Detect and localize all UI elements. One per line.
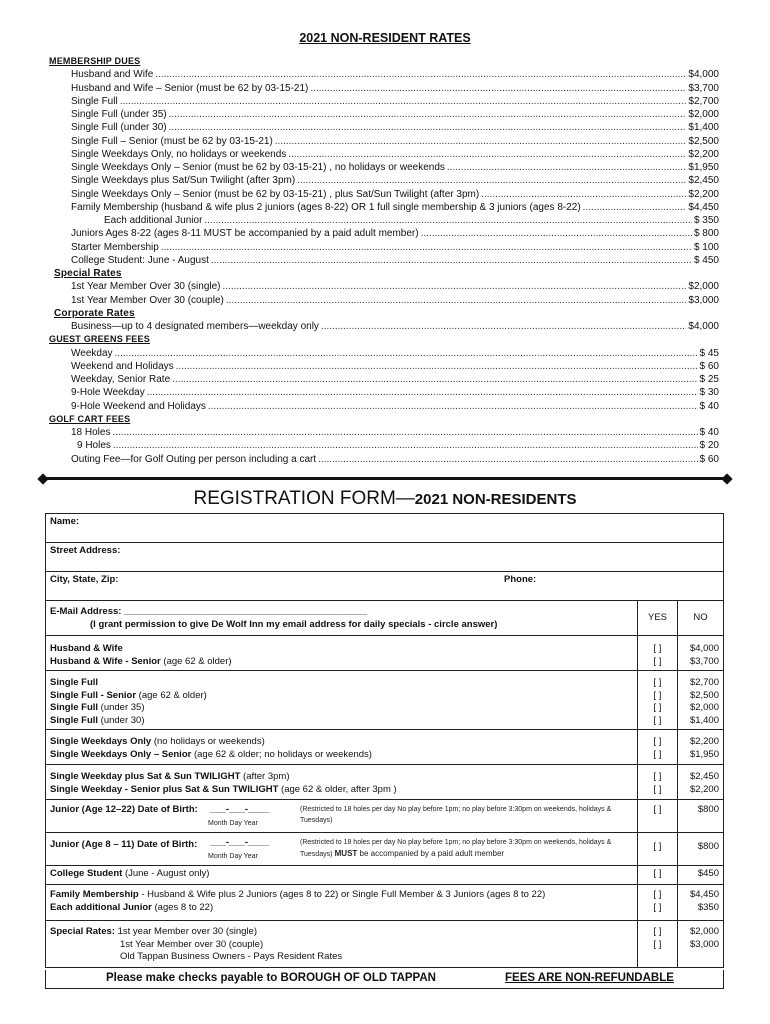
fm-price: $4,450 [689, 889, 719, 900]
phone-label[interactable]: Phone: [504, 574, 537, 585]
cart-items [49, 426, 719, 466]
rate-label: Business—up to 4 designated members—weekday only [71, 321, 319, 332]
rate-price: $ 450 [693, 254, 719, 266]
st-senior-price: $2,200 [689, 783, 719, 795]
rate-price: $2,000 [688, 109, 719, 120]
junior2-price: $800 [678, 833, 724, 866]
rate-price: $2,200 [688, 148, 719, 160]
hw-senior-label: Husband & Wife - Senior [50, 655, 161, 667]
sw-senior-price: $1,950 [689, 748, 719, 760]
fm-prices [678, 885, 724, 921]
st-checkbox[interactable]: [ ] [653, 771, 662, 782]
leader-dots [204, 214, 692, 227]
rate-row [49, 188, 719, 201]
st-prices [678, 765, 724, 800]
leader-dots [288, 148, 686, 161]
rate-row [49, 148, 719, 161]
leader-dots [113, 439, 698, 452]
sf-price: $2,700 [689, 677, 719, 688]
sr-single: 1st year Member over 30 (single) [114, 926, 257, 937]
sf-senior-note: (age 62 & older) [136, 689, 207, 701]
leader-dots [310, 82, 686, 95]
rate-label: Starter Membership [71, 241, 159, 253]
sr-prices [678, 921, 724, 968]
rate-price: $ 40 [699, 427, 719, 438]
street-field[interactable] [46, 543, 724, 572]
rate-label: Weekend and Holidays [71, 360, 174, 372]
leader-dots [297, 174, 686, 187]
st-senior-label: Single Weekday - Senior plus Sat & Sun TWILIGHT [50, 783, 279, 795]
leader-dots [223, 280, 687, 293]
fm-junior-price: $350 [697, 901, 719, 913]
hw-prices [678, 636, 724, 671]
sr-checkboxes [638, 921, 678, 968]
single-weekdays-row [46, 730, 638, 765]
form-title-sub: 2021 NON-RESIDENTS [414, 491, 577, 508]
street-label: Street Address: [50, 545, 121, 556]
city-phone-row [46, 572, 724, 601]
leader-dots [155, 68, 686, 81]
rate-price: $ 25 [699, 374, 719, 385]
rate-row [49, 347, 719, 360]
rate-price: $ 800 [693, 228, 719, 240]
rate-label: Husband and Wife – Senior (must be 62 by 03-15-21) [71, 82, 309, 94]
rate-row [49, 386, 719, 399]
st-checkboxes [638, 765, 678, 800]
fm-checkbox[interactable]: [ ] [653, 889, 662, 900]
hw-checkbox[interactable]: [ ] [653, 643, 662, 654]
no-header[interactable]: NO [678, 601, 724, 636]
special-items [49, 280, 719, 307]
sf35-price: $2,000 [689, 702, 719, 713]
rate-price: $ 40 [699, 400, 719, 412]
leader-dots [120, 95, 687, 108]
rate-row [49, 201, 719, 214]
leader-dots [112, 426, 697, 439]
junior1-label: Junior (Age 12–22) Date of Birth: [50, 804, 198, 815]
sf-senior-checkbox[interactable]: [ ] [653, 689, 662, 701]
junior2-dob-hint: Month Day Year [208, 853, 258, 860]
registration-form [45, 513, 724, 968]
rates-list [49, 55, 719, 466]
section-divider [43, 477, 727, 480]
rate-row [49, 121, 719, 134]
rate-price: $1,400 [688, 122, 719, 134]
sr-label: Special Rates: [50, 926, 115, 937]
sr-single-checkbox[interactable]: [ ] [653, 926, 662, 937]
junior2-note [300, 837, 640, 860]
junior1-price: $800 [678, 800, 724, 833]
sr-couple-checkbox[interactable]: [ ] [653, 938, 662, 950]
rate-label: 1st Year Member Over 30 (couple) [71, 294, 224, 306]
rate-price: $ 45 [699, 347, 719, 359]
sw-senior-label: Single Weekdays Only – Senior [50, 748, 192, 760]
st-note: (after 3pm) [240, 771, 290, 782]
junior2-dob-blank[interactable]: ___-___-____ [210, 837, 270, 848]
cs-note: (June - August only) [122, 868, 210, 879]
rate-label: 18 Holes [71, 427, 111, 438]
leader-dots [321, 320, 686, 333]
sw-prices [678, 730, 724, 765]
sf-senior-price: $2,500 [689, 689, 719, 701]
rate-price: $ 60 [699, 360, 719, 372]
junior-12-22-row [46, 800, 638, 833]
rate-row [49, 294, 719, 307]
rate-row [49, 135, 719, 148]
fm-junior-checkbox[interactable]: [ ] [653, 901, 662, 913]
name-field[interactable] [46, 514, 724, 543]
st-label: Single Weekday plus Sat & Sun TWILIGHT [50, 771, 241, 782]
rate-row [49, 453, 719, 466]
sf-checkboxes [638, 671, 678, 730]
family-row [46, 885, 638, 921]
email-note: (I grant permission to give De Wolf Inn my email address for daily specials - circle answer) [90, 618, 498, 630]
rate-label: Single Full – Senior (must be 62 by 03-15-21) [71, 135, 273, 147]
rate-row [49, 280, 719, 293]
yes-header[interactable]: YES [638, 601, 678, 636]
sf-checkbox[interactable]: [ ] [653, 677, 662, 688]
fm-junior-label: Each additional Junior [50, 901, 152, 913]
leader-dots [211, 254, 692, 267]
special-rates-row [46, 921, 638, 968]
rate-label: Single Weekdays Only – Senior (must be 62 by 03-15-21) , no holidays or weekends [71, 162, 445, 173]
rate-label: Single Weekdays plus Sat/Sun Twilight (after 3pm) [71, 175, 296, 187]
fm-checkboxes [638, 885, 678, 921]
rate-price: $1,950 [688, 162, 719, 173]
rate-price: $3,700 [688, 82, 719, 94]
rate-label: Single Full (under 35) [71, 109, 167, 120]
leader-dots [583, 201, 687, 214]
junior2-must: MUST [332, 849, 358, 858]
sf-prices [678, 671, 724, 730]
leader-dots [481, 188, 686, 201]
college-row [46, 866, 638, 885]
rate-label: Husband and Wife [71, 69, 154, 81]
cs-price: $450 [678, 866, 724, 885]
rate-price: $2,200 [688, 188, 719, 200]
cs-checkbox[interactable]: [ ] [638, 866, 678, 885]
rate-price: $ 20 [699, 440, 719, 452]
rate-row [49, 439, 719, 452]
cs-label: College Student [50, 868, 123, 879]
leader-dots [208, 400, 698, 413]
page-title: 2021 NON-RESIDENT RATES [299, 31, 471, 45]
fm-label: Family Membership [50, 889, 139, 900]
corporate-heading: Corporate Rates [54, 307, 135, 319]
rate-row [49, 400, 719, 413]
junior2-label: Junior (Age 8 – 11) Date of Birth: [50, 839, 198, 850]
sr-single-price: $2,000 [689, 926, 719, 937]
fm-note: - Husband & Wife plus 2 Juniors (ages 8 to 22) or Single Full Member & 3 Juniors (ages 8 to 22) [138, 889, 546, 900]
rate-label: Each additional Junior [104, 215, 203, 226]
sf30-label: Single Full [50, 714, 99, 726]
rate-price: $2,700 [688, 95, 719, 107]
hw-label: Husband & Wife [50, 643, 123, 654]
rate-row [49, 254, 719, 267]
sf35-note: (under 35) [98, 702, 145, 713]
leader-dots [275, 135, 687, 148]
rate-label: 9 Holes [77, 440, 111, 452]
greens-items [49, 347, 719, 413]
rate-row [49, 82, 719, 95]
rate-label: Single Full (under 30) [71, 122, 167, 134]
leader-dots [172, 373, 697, 386]
rate-label: Family Membership (husband & wife plus 2 juniors (ages 8-22) OR 1 full single membership & 3 juniors (ages 8-22) [71, 201, 581, 213]
sw-label: Single Weekdays Only [50, 736, 152, 747]
rate-row [49, 241, 719, 254]
sf35-checkbox[interactable]: [ ] [653, 702, 662, 713]
rate-price: $4,450 [688, 201, 719, 213]
leader-dots [226, 294, 687, 307]
sf-senior-label: Single Full - Senior [50, 689, 137, 701]
rate-row [49, 227, 719, 240]
leader-dots [318, 453, 697, 466]
rate-row [49, 214, 719, 227]
sw-senior-checkbox[interactable]: [ ] [653, 748, 662, 760]
leader-dots [147, 386, 698, 399]
email-field[interactable] [46, 601, 638, 636]
rate-label: Outing Fee—for Golf Outing per person including a cart [71, 453, 317, 465]
rate-label: 1st Year Member Over 30 (single) [71, 281, 221, 293]
junior1-dob-blank[interactable]: ___-___-____ [210, 804, 270, 815]
rate-row [49, 108, 719, 121]
rate-price: $ 30 [699, 387, 719, 399]
leader-dots [421, 227, 692, 240]
sw-senior-note: (age 62 & older; no holidays or weekends) [191, 748, 372, 760]
greens-heading: GUEST GREENS FEES [49, 334, 150, 345]
special-heading: Special Rates [54, 268, 122, 279]
city-label[interactable]: City, State, Zip: [50, 574, 119, 585]
hw-senior-note: (age 62 & older) [160, 655, 232, 667]
rate-price: $ 100 [693, 241, 719, 253]
sw-checkboxes [638, 730, 678, 765]
sw-note: (no holidays or weekends) [151, 736, 265, 747]
leader-dots [115, 347, 698, 360]
leader-dots [447, 161, 687, 174]
twilight-row [46, 765, 638, 800]
junior2-note-text: (Restricted to 18 holes per day No play before 1pm; no play before 3:30pm on weekends, holidays & Tuesdays) [300, 839, 612, 858]
rate-price: $ 60 [699, 453, 719, 465]
leader-dots [161, 241, 692, 254]
rate-label: Single Weekdays Only, no holidays or weekends [71, 148, 287, 160]
fm-junior-note: (ages 8 to 22) [151, 901, 214, 913]
membership-heading: MEMBERSHIP DUES [49, 56, 141, 66]
rate-price: $2,500 [688, 135, 719, 147]
rate-row [49, 161, 719, 174]
rate-row [49, 174, 719, 187]
rate-row [49, 68, 719, 81]
junior-8-11-row [46, 833, 638, 866]
junior1-dob-hint: Month Day Year [208, 820, 258, 827]
sw-price: $2,200 [689, 736, 719, 747]
membership-items [49, 68, 719, 267]
single-full-row [46, 671, 638, 730]
hw-senior-checkbox[interactable]: [ ] [653, 655, 662, 667]
sf30-price: $1,400 [689, 714, 719, 726]
rate-row [49, 360, 719, 373]
footer [45, 970, 724, 989]
junior1-note: (Restricted to 18 holes per day No play before 1pm; no play before 3:30pm on weekends, holidays & Tuesdays) [300, 806, 612, 824]
name-label: Name: [50, 516, 80, 527]
leader-dots [169, 108, 687, 121]
rate-price: $4,000 [688, 321, 719, 332]
rate-label: Weekday, Senior Rate [71, 374, 171, 385]
st-senior-note: (age 62 & older, after 3pm ) [278, 783, 397, 795]
junior2-checkbox[interactable]: [ ] [638, 833, 678, 866]
corporate-items [49, 320, 719, 333]
hw-checkboxes [638, 636, 678, 671]
rate-label: College Student: June - August [71, 254, 209, 266]
st-price: $2,450 [689, 771, 719, 782]
rate-label: 9-Hole Weekday [71, 387, 145, 399]
hw-price: $4,000 [689, 643, 719, 654]
rate-row [49, 426, 719, 439]
leader-dots [176, 360, 698, 373]
sr-couple: 1st Year Member over 30 (couple) [120, 938, 264, 950]
footer-checks-note: Please make checks payable to BOROUGH OF OLD TAPPAN [106, 972, 436, 984]
rate-row [49, 373, 719, 386]
cart-heading: GOLF CART FEES [49, 413, 131, 424]
rate-label: Weekday [71, 347, 113, 359]
rate-label: Single Full [71, 95, 118, 107]
rate-price: $2,450 [688, 175, 719, 187]
sf35-label: Single Full [50, 702, 99, 713]
st-senior-checkbox[interactable]: [ ] [653, 783, 662, 795]
sr-business: Old Tappan Business Owners - Pays Resident Rates [120, 951, 343, 962]
form-title-main: REGISTRATION FORM— [193, 488, 415, 509]
sf-label: Single Full [50, 677, 99, 688]
form-title [0, 487, 770, 512]
sr-couple-price: $3,000 [689, 938, 719, 950]
rate-price: $ 350 [693, 215, 719, 226]
footer-refund-note: FEES ARE NON-REFUNDABLE [505, 972, 674, 984]
rate-row [49, 320, 719, 333]
rate-label: Single Weekdays Only – Senior (must be 62 by 03-15-21) , plus Sat/Sun Twilight (after 3pm) [71, 188, 480, 200]
rate-row [49, 95, 719, 108]
junior1-checkbox[interactable]: [ ] [638, 800, 678, 833]
sf30-checkbox[interactable]: [ ] [653, 714, 662, 726]
rate-price: $4,000 [688, 69, 719, 81]
hw-senior-price: $3,700 [689, 655, 719, 667]
sf30-note: (under 30) [98, 714, 145, 726]
rate-label: Juniors Ages 8-22 (ages 8-11 MUST be accompanied by a paid adult member) [71, 228, 419, 240]
husband-wife-row [46, 636, 638, 671]
leader-dots [169, 121, 687, 134]
rate-price: $3,000 [688, 294, 719, 306]
rate-price: $2,000 [688, 281, 719, 293]
sw-checkbox[interactable]: [ ] [653, 736, 662, 747]
email-label: E-Mail Address: ______________________________________________ [50, 606, 368, 617]
junior2-tail: be accompanied by a paid adult member [357, 849, 505, 858]
rate-label: 9-Hole Weekend and Holidays [71, 400, 206, 412]
